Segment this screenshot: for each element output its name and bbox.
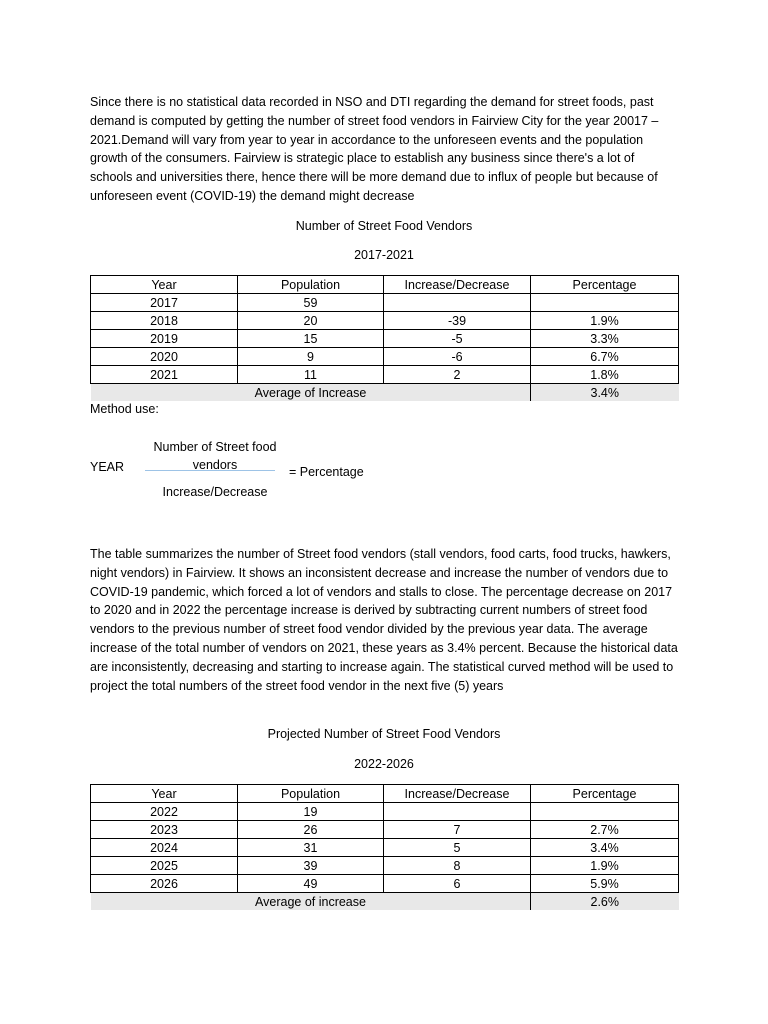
average-value: 3.4% — [531, 384, 679, 402]
year-cell: 2023 — [91, 821, 238, 839]
average-label: Average of Increase — [238, 384, 384, 402]
table1-period: 2017-2021 — [354, 248, 414, 262]
average-row — [91, 893, 679, 911]
average-label: Average of increase — [238, 893, 384, 911]
population-cell: 9 — [238, 348, 384, 366]
formula-numerator: Number of Street food vendors — [153, 440, 277, 472]
population-cell: 59 — [238, 294, 384, 312]
population-cell: 26 — [238, 821, 384, 839]
projected-vendors-table — [90, 784, 679, 910]
table-row — [91, 857, 679, 875]
table1-title: Number of Street Food Vendors — [295, 219, 473, 233]
population-cell: 15 — [238, 330, 384, 348]
population-cell: 20 — [238, 312, 384, 330]
column-header: Year — [91, 276, 238, 294]
table-row — [91, 839, 679, 857]
year-cell: 2017 — [91, 294, 238, 312]
column-header: Percentage — [531, 785, 679, 803]
population-cell: 19 — [238, 803, 384, 821]
change-cell — [384, 294, 531, 312]
change-cell: 2 — [384, 366, 531, 384]
intro-paragraph: Since there is no statistical data recorded in NSO and DTI regarding the demand for street foods, past demand is computed by getting the number of street food vendors in Fairview City for the year 20017 – 2021.Demand will vary from year to year in accordance to the unforeseen events and the population growth of the consumers. Fairview is strategic place to establish any business since there's a lot of schools and universities there, hence there will be more demand due to influx of people but because of unforeseen event (COVID-19) the demand might decrease — [90, 95, 659, 203]
table-row — [91, 348, 679, 366]
formula-year-label: YEAR — [90, 460, 125, 474]
table2-period: 2022-2026 — [354, 757, 414, 771]
year-cell: 2024 — [91, 839, 238, 857]
table-row — [91, 312, 679, 330]
table-row — [91, 803, 679, 821]
column-header: Percentage — [531, 276, 679, 294]
column-header: Population — [238, 276, 384, 294]
change-cell: 6 — [384, 875, 531, 893]
percentage-cell: 1.9% — [531, 857, 679, 875]
table-row — [91, 330, 679, 348]
summary-paragraph: The table summarizes the number of Street food vendors (stall vendors, food carts, food trucks, hawkers, night vendors) in Fairview. It shows an inconsistent decrease and increase the number of vendors due to COVID-19 pandemic, which forced a lot of vendors and stalls to close. The percentage decrease on 2017 to 2020 and in 2022 the percentage increase is derived by subtracting current numbers of street food vendors to the previous number of street food vendor divided by the previous year data. The average increase of the total number of vendors on 2021, these years as 3.4% percent. Because the historical data are inconsistently, decreasing and starting to increase again. The statistical curved method will be used to project the total numbers of the street food vendor in the next five (5) years — [90, 547, 678, 693]
average-spacer — [91, 893, 238, 911]
fraction-bar — [145, 470, 275, 471]
average-value: 2.6% — [531, 893, 679, 911]
population-cell: 11 — [238, 366, 384, 384]
change-cell: -5 — [384, 330, 531, 348]
column-header: Increase/Decrease — [384, 785, 531, 803]
year-cell: 2020 — [91, 348, 238, 366]
year-cell: 2019 — [91, 330, 238, 348]
table2-title: Projected Number of Street Food Vendors — [267, 727, 501, 741]
average-spacer — [91, 384, 238, 402]
column-header: Population — [238, 785, 384, 803]
table-header-row — [91, 276, 679, 294]
column-header: Year — [91, 785, 238, 803]
year-cell: 2022 — [91, 803, 238, 821]
change-cell: -6 — [384, 348, 531, 366]
change-cell: 8 — [384, 857, 531, 875]
population-cell: 39 — [238, 857, 384, 875]
column-header: Increase/Decrease — [384, 276, 531, 294]
percentage-cell: 1.8% — [531, 366, 679, 384]
year-cell: 2025 — [91, 857, 238, 875]
table-header-row — [91, 785, 679, 803]
percentage-cell — [531, 294, 679, 312]
average-row — [91, 384, 679, 402]
population-cell: 49 — [238, 875, 384, 893]
year-cell: 2018 — [91, 312, 238, 330]
year-cell: 2021 — [91, 366, 238, 384]
table-row — [91, 294, 679, 312]
formula-denominator: Increase/Decrease — [162, 485, 268, 499]
method-label: Method use: — [90, 402, 159, 416]
table-row — [91, 875, 679, 893]
percentage-cell: 1.9% — [531, 312, 679, 330]
average-spacer — [384, 384, 531, 402]
average-spacer — [384, 893, 531, 911]
table-row — [91, 821, 679, 839]
street-food-vendors-table — [90, 275, 679, 401]
percentage-cell: 3.3% — [531, 330, 679, 348]
percentage-cell: 6.7% — [531, 348, 679, 366]
table-row — [91, 366, 679, 384]
change-cell: 7 — [384, 821, 531, 839]
change-cell: 5 — [384, 839, 531, 857]
change-cell — [384, 803, 531, 821]
percentage-cell: 2.7% — [531, 821, 679, 839]
percentage-cell: 5.9% — [531, 875, 679, 893]
change-cell: -39 — [384, 312, 531, 330]
formula-result: = Percentage — [289, 465, 364, 479]
percentage-cell — [531, 803, 679, 821]
population-cell: 31 — [238, 839, 384, 857]
percentage-cell: 3.4% — [531, 839, 679, 857]
year-cell: 2026 — [91, 875, 238, 893]
